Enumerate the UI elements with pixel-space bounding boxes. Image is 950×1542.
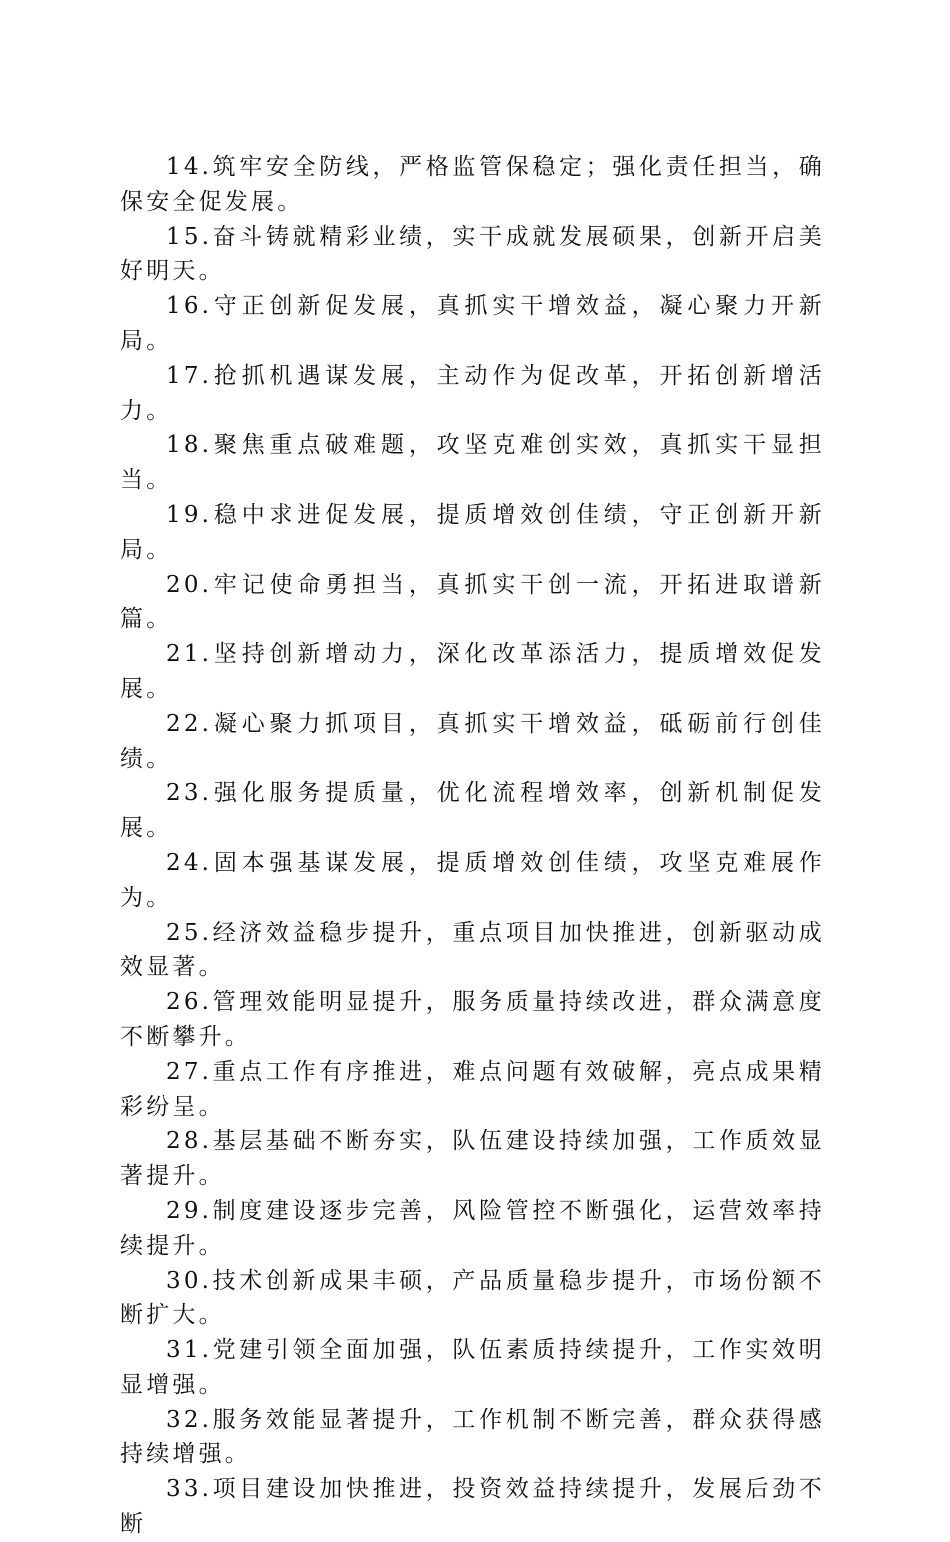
list-item: 33.项目建设加快推进，投资效益持续提升，发展后劲不断 — [120, 1476, 825, 1538]
list-item: 17.抢抓机遇谋发展，主动作为促改革，开拓创新增活力。 — [120, 362, 825, 424]
list-item: 16.守正创新促发展，真抓实干增效益，凝心聚力开新局。 — [120, 293, 825, 354]
list-item: 21.坚持创新增动力，深化改革添活力，提质增效促发展。 — [120, 641, 825, 702]
list-item: 31.党建引领全面加强，队伍素质持续提升，工作实效明显增强。 — [120, 1337, 825, 1398]
list-item: 26.管理效能明显提升，服务质量持续改进，群众满意度不断攀升。 — [120, 989, 825, 1050]
list-item: 23.强化服务提质量，优化流程增效率，创新机制促发展。 — [120, 780, 825, 842]
list-item: 15.奋斗铸就精彩业绩，实干成就发展硕果，创新开启美好明天。 — [120, 223, 825, 285]
list-item: 22.凝心聚力抓项目，真抓实干增效益，砥砺前行创佳绩。 — [120, 710, 825, 772]
list-item: 20.牢记使命勇担当，真抓实干创一流，开拓进取谱新篇。 — [120, 571, 825, 633]
list-item: 24.固本强基谋发展，提质增效创佳绩，攻坚克难展作为。 — [120, 849, 825, 911]
list-item: 18.聚焦重点破难题，攻坚克难创实效，真抓实干显担当。 — [120, 432, 825, 494]
list-item: 32.服务效能显著提升，工作机制不断完善，群众获得感持续增强。 — [120, 1406, 825, 1468]
list-item: 19.稳中求进促发展，提质增效创佳绩，守正创新开新局。 — [120, 501, 825, 563]
list-item: 30.技术创新成果丰硕，产品质量稳步提升，市场份额不断扩大。 — [120, 1267, 825, 1329]
list-item: 29.制度建设逐步完善，风险管控不断强化，运营效率持续提升。 — [120, 1197, 825, 1259]
document-body — [120, 150, 825, 1542]
list-item: 27.重点工作有序推进，难点问题有效破解，亮点成果精彩纷呈。 — [120, 1058, 825, 1120]
list-item: 28.基层基础不断夯实，队伍建设持续加强，工作质效显著提升。 — [120, 1128, 825, 1190]
list-item: 25.经济效益稳步提升，重点项目加快推进，创新驱动成效显著。 — [120, 919, 825, 981]
list-item: 14.筑牢安全防线，严格监管保稳定；强化责任担当，确保安全促发展。 — [120, 154, 825, 215]
